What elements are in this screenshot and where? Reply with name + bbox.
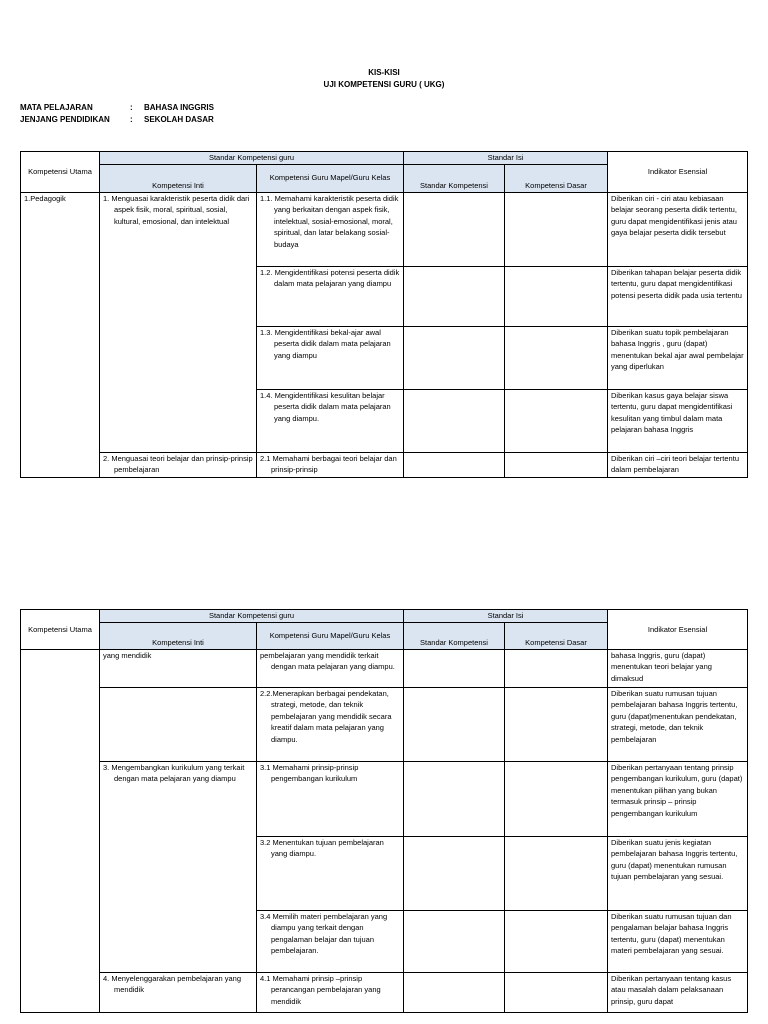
cell-standar-kompetensi [404, 836, 505, 910]
cell-indikator-2-1-cont: bahasa Inggris, guru (dapat) menentukan teori belajar yang dimaksud [608, 649, 748, 687]
meta-sep: : [130, 115, 133, 124]
header-standar-kompetensi-guru: Standar Kompetensi guru [100, 152, 404, 165]
cell-mapel-1-4: 1.4. Mengidentifikasi kesulitan belajar peserta didik dalam mata pelajaran yang diampu. [257, 389, 404, 452]
header-kompetensi-inti: Kompetensi Inti [100, 622, 257, 649]
cell-mapel-1-3: 1.3. Mengidentifikasi bekal-ajar awal peserta didik dalam mata pelajaran yang diampu [257, 326, 404, 389]
cell-mapel-2-1: 2.1 Memahami berbagai teori belajar dan prinsip-prinsip [257, 452, 404, 477]
cell-kompetensi-dasar [505, 972, 608, 1012]
cell-mapel-3-1: 3.1 Memahami prinsip-prinsip pengembangan kurikulum [257, 761, 404, 836]
header-kompetensi-guru-mapel: Kompetensi Guru Mapel/Guru Kelas [257, 622, 404, 649]
kisi-table-page-2 [20, 609, 748, 1013]
cell-kompetensi-inti-2-cont: yang mendidik [100, 649, 257, 687]
cell-kompetensi-dasar [505, 687, 608, 761]
cell-indikator-3-1: Diberikan pertanyaan tentang prinsip pengembangan kurikulum, guru (dapat) menentukan pilihan yang bukan termasuk prinsip – prinsip pengembangan kurikulum [608, 761, 748, 836]
cell-standar-kompetensi [404, 389, 505, 452]
cell-standar-kompetensi [404, 266, 505, 326]
header-standar-isi: Standar Isi [404, 610, 608, 623]
cell-indikator-4-1: Diberikan pertanyaan tentang kasus atau masalah dalam pelaksanaan prinsip, guru dapat [608, 972, 748, 1012]
header-kompetensi-guru-mapel: Kompetensi Guru Mapel/Guru Kelas [257, 164, 404, 192]
document-meta [20, 102, 214, 126]
cell-standar-kompetensi [404, 192, 505, 266]
cell-kompetensi-utama [21, 649, 100, 1012]
cell-kompetensi-utama: 1.Pedagogik [21, 192, 100, 477]
cell-mapel-2-1-cont: pembelajaran yang mendidik terkait dengan mata pelajaran yang diampu. [257, 649, 404, 687]
header-standar-kompetensi-guru: Standar Kompetensi guru [100, 610, 404, 623]
cell-indikator-3-2: Diberikan suatu jenis kegiatan pembelajaran bahasa Inggris tertentu, guru (dapat) menentukan rumusan tujuan pembelajaran yang sesuai. [608, 836, 748, 910]
cell-kompetensi-inti-1: 1. Menguasai karakteristik peserta didik dari aspek fisik, moral, spiritual, sosial, kultural, emosional, dan intelektual [100, 192, 257, 452]
cell-standar-kompetensi [404, 910, 505, 972]
header-standar-kompetensi: Standar Kompetensi [404, 164, 505, 192]
cell-mapel-1-1: 1.1. Memahami karakteristik peserta didik yang berkaitan dengan aspek fisik, intelektual, sosial-emosional, moral, spiritual, dan latar belakang sosial-budaya [257, 192, 404, 266]
header-kompetensi-dasar: Kompetensi Dasar [505, 164, 608, 192]
cell-standar-kompetensi [404, 452, 505, 477]
cell-indikator-1-4: Diberikan kasus gaya belajar siswa tertentu, guru dapat mengidentifikasi kesulitan yang timbul dalam mata pelajaran bahasa Inggris [608, 389, 748, 452]
header-standar-isi: Standar Isi [404, 152, 608, 165]
meta-value: BAHASA INGGRIS [144, 103, 214, 112]
cell-kompetensi-dasar [505, 761, 608, 836]
cell-standar-kompetensi [404, 326, 505, 389]
cell-standar-kompetensi [404, 687, 505, 761]
header-indikator-esensial: Indikator Esensial [608, 610, 748, 650]
kisi-table-page-1 [20, 151, 748, 478]
document-title: KIS-KISI [368, 68, 400, 77]
cell-kompetensi-dasar [505, 649, 608, 687]
cell-mapel-3-2: 3.2 Menentukan tujuan pembelajaran yang diampu. [257, 836, 404, 910]
header-kompetensi-utama: Kompetensi Utama [21, 610, 100, 650]
cell-kompetensi-dasar [505, 836, 608, 910]
cell-indikator-1-2: Diberikan tahapan belajar peserta didik tertentu, guru dapat mengidentifikasi potensi peserta didik pada usia tertentu [608, 266, 748, 326]
meta-row-subject [20, 102, 214, 114]
cell-mapel-2-2: 2.2.Menerapkan berbagai pendekatan, strategi, metode, dan teknik pembelajaran yang mendidik secara kreatif dalam mata pelajaran yang diampu. [257, 687, 404, 761]
cell-kompetensi-dasar [505, 389, 608, 452]
cell-kompetensi-dasar [505, 326, 608, 389]
cell-kompetensi-dasar [505, 192, 608, 266]
cell-mapel-4-1: 4.1 Memahami prinsip –prinsip perancangan pembelajaran yang mendidik [257, 972, 404, 1012]
cell-indikator-2-2: Diberikan suatu rumusan tujuan pembelajaran bahasa Inggris tertentu, guru (dapat)menentukan pendekatan, strategi, metode, dan teknik pembelajaran [608, 687, 748, 761]
header-indikator-esensial: Indikator Esensial [608, 152, 748, 193]
cell-kompetensi-inti-empty [100, 687, 257, 761]
cell-standar-kompetensi [404, 972, 505, 1012]
cell-indikator-3-4: Diberikan suatu rumusan tujuan dan pengalaman belajar bahasa Inggris tertentu, guru (dapat) menentukan materi pembelajaran yang sesuai. [608, 910, 748, 972]
cell-mapel-1-2: 1.2. Mengidentifikasi potensi peserta didik dalam mata pelajaran yang diampu [257, 266, 404, 326]
cell-kompetensi-inti-3: 3. Mengembangkan kurikulum yang terkait dengan mata pelajaran yang diampu [100, 761, 257, 972]
meta-key: MATA PELAJARAN [20, 103, 93, 112]
cell-kompetensi-dasar [505, 452, 608, 477]
meta-value: SEKOLAH DASAR [144, 115, 214, 124]
document-subtitle: UJI KOMPETENSI GURU ( UKG) [323, 80, 445, 89]
document-title-block [0, 67, 768, 91]
header-standar-kompetensi: Standar Kompetensi [404, 622, 505, 649]
cell-kompetensi-inti-2: 2. Menguasai teori belajar dan prinsip-prinsip pembelajaran [100, 452, 257, 477]
meta-key: JENJANG PENDIDIKAN [20, 115, 110, 124]
meta-sep: : [130, 103, 133, 112]
header-kompetensi-dasar: Kompetensi Dasar [505, 622, 608, 649]
header-kompetensi-utama: Kompetensi Utama [21, 152, 100, 193]
cell-indikator-1-3: Diberikan suatu topik pembelajaran bahasa Inggris , guru (dapat) menentukan bekal ajar awal pembelajar yang diperlukan [608, 326, 748, 389]
cell-kompetensi-dasar [505, 266, 608, 326]
cell-kompetensi-inti-4: 4. Menyelenggarakan pembelajaran yang mendidik [100, 972, 257, 1012]
cell-standar-kompetensi [404, 761, 505, 836]
cell-mapel-3-4: 3.4 Memilih materi pembelajaran yang diampu yang terkait dengan pengalaman belajar dan tujuan pembelajaran. [257, 910, 404, 972]
cell-standar-kompetensi [404, 649, 505, 687]
cell-kompetensi-dasar [505, 910, 608, 972]
cell-indikator-2-1: Diberikan ciri –ciri teori belajar tertentu dalam pembelajaran [608, 452, 748, 477]
meta-row-level [20, 114, 214, 126]
header-kompetensi-inti: Kompetensi Inti [100, 164, 257, 192]
cell-indikator-1-1: Diberikan ciri - ciri atau kebiasaan belajar seorang peserta didik tertentu, guru dapat mengidentifikasi jenis atau gaya belajar peserta didik tersebut [608, 192, 748, 266]
